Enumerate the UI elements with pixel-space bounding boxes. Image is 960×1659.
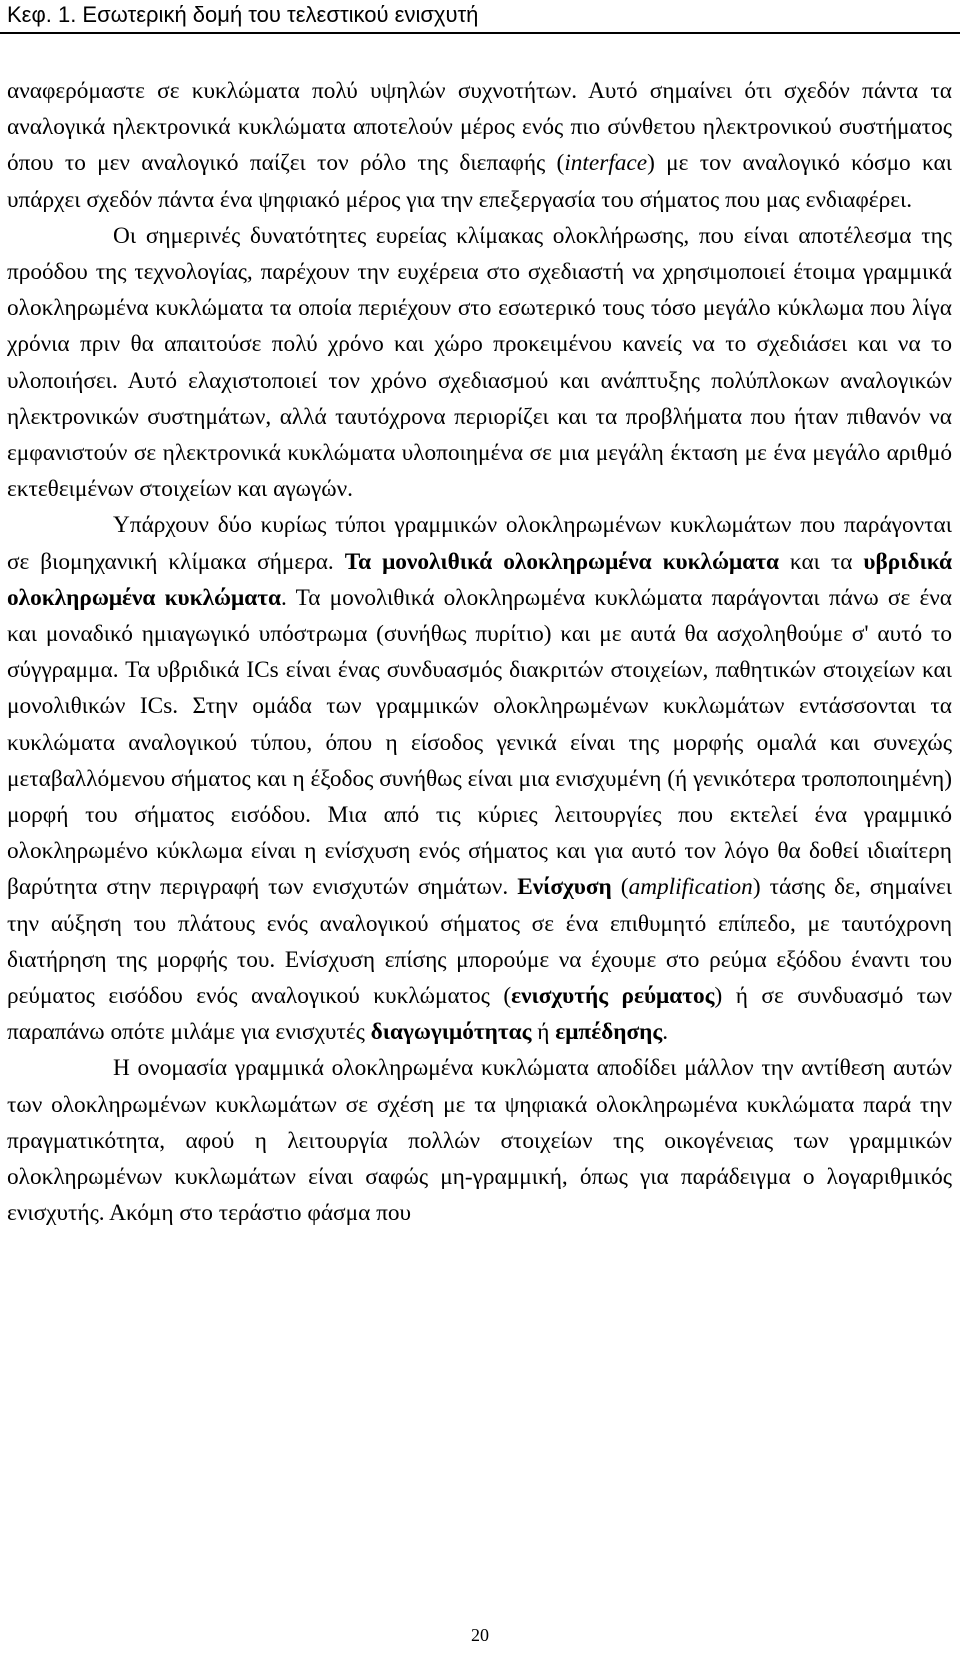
bold-term: Τα μονολιθικά ολοκληρωμένα κυκλώματα xyxy=(344,548,779,575)
paragraph-2: Οι σημερινές δυνατότητες ευρείας κλίμακας ολοκλήρωσης, που είναι αποτέλεσμα της προόδου της τεχνολογίας, παρέχουν την ευχέρεια στο σχεδιαστή να χρησιμοποιεί έτοιμα γραμμικά ολοκληρωμένα κυκλώματα τα οποία περιέχουν στο εσωτερικό τους τόσο μεγάλο κύκλωμα που λίγα χρόνια πριν θα απαιτούσε πολύ χρόνο και χώρο προκειμένου κανείς να το σχεδιάσει και να το υλοποιήσει. Αυτό ελαχιστοποιεί τον χρόνο σχεδιασμού και ανάπτυξης πολύπλοκων αναλογικών ηλεκτρονικών συστημάτων, αλλά ταυτόχρονα περιορίζει και τα προβλήματα που ήταν πιθανόν να εμφανιστούν σε ηλεκτρονικά κυκλώματα υλοποιημένα σε μια μεγάλη έκταση με ένα μεγάλο αριθμό εκτεθειμένων στοιχείων και αγωγών. xyxy=(7,222,952,503)
text-run: αναφερόμαστε σε κυκλώματα πολύ υψηλών συχνοτήτων. Αυτό σημαίνει ότι σχεδόν πάντα τα αναλογικά ηλεκτρονικά κυκλώματα αποτελούν μέρος ενός πιο σύνθετου ηλεκτρονικού συστήματος όπου το μεν αναλογικό παίζει τον ρόλο της διεπαφής ( xyxy=(7,78,952,177)
text-run: ( xyxy=(611,874,629,901)
page-number: 20 xyxy=(471,1625,489,1645)
italic-term: amplification xyxy=(628,874,753,901)
header-divider xyxy=(0,32,960,34)
text-run: ) τάσης δε, σημαίνει την αύξηση του πλάτους ενός αναλογικού σήματος σε ένα επιθυμητό επίπεδο, με ταυτόχρονη διατήρηση της μορφής του. Ενίσχυση επίσης μπορούμε να έχουμε στο ρεύμα εξόδου έναντι του ρεύματος εισόδου ενός αναλογικού κυκλώματος ( xyxy=(7,874,953,1010)
paragraph-1 xyxy=(7,73,952,218)
bold-term: υβριδικά ολοκληρωμένα κυκλώματα xyxy=(7,548,952,611)
text-run: ) ή σε συνδυασμό των παραπάνω οπότε μιλάμε για ενισχυτές xyxy=(7,983,952,1046)
bold-term: εμπέδησης xyxy=(555,1019,663,1046)
text-run: και τα xyxy=(778,548,864,575)
bold-term: Ενίσχυση xyxy=(517,874,612,901)
text-run: ή xyxy=(531,1019,556,1046)
bold-term: ενισχυτής ρεύματος xyxy=(511,983,715,1010)
bold-term: διαγωγιμότητας xyxy=(370,1019,532,1046)
chapter-header: Κεφ. 1. Εσωτερική δομή του τελεστικού ενισχυτή xyxy=(7,2,479,27)
text-run: ) με τον αναλογικό κόσμο και υπάρχει σχεδόν πάντα ένα ψηφιακό μέρος για την επεξεργασία του σήματος που μας ενδιαφέρει. xyxy=(7,150,952,213)
text-run: Υπάρχουν δύο κυρίως τύποι γραμμικών ολοκληρωμένων κυκλωμάτων που παράγονται σε βιομηχανική κλίμακα σήμερα. xyxy=(7,512,952,575)
italic-term: interface xyxy=(564,150,648,177)
text-run: . xyxy=(662,1019,669,1046)
paragraph-4: Η ονομασία γραμμικά ολοκληρωμένα κυκλώματα αποδίδει μάλλον την αντίθεση αυτών των ολοκληρωμένων κυκλωμάτων σε σχέση με τα ψηφιακά ολοκληρωμένα κυκλώματα παρά την πραγματικότητα, αφού η λειτουργία πολλών στοιχείων της οικογένειας των γραμμικών ολοκληρωμένων κυκλωμάτων είναι σαφώς μη-γραμμική, όπως για παράδειγμα ο λογαριθμικός ενισχυτής. Ακόμη στο τεράστιο φάσμα που xyxy=(7,1055,952,1227)
paragraph-3 xyxy=(7,507,952,1050)
document-body xyxy=(7,73,952,1232)
text-run: . Τα μονολιθικά ολοκληρωμένα κυκλώματα παράγονται πάνω σε ένα και μοναδικό ημιαγωγικό υπόστρωμα (συνήθως πυρίτιο) και με αυτά θα ασχοληθούμε σ' αυτό το σύγγραμμα. Τα υβριδικά ICs είναι ένας συνδυασμός διακριτών στοιχείων, παθητικών στοιχείων και μονολιθικών ICs. Στην ομάδα των γραμμικών ολοκληρωμένων κυκλωμάτων εντάσσονται τα κυκλώματα αναλογικού τύπου, όπου η είσοδος γενικά είναι της μορφής ομαλά και συνεχώς μεταβαλλόμενου σήματος και η έξοδος συνήθως είναι μια ενισχυμένη (ή γενικότερα τροποποιημένη) μορφή του σήματος εισόδου. Μια από τις κύριες λειτουργίες που εκτελεί ένα γραμμικό ολοκληρωμένο κύκλωμα είναι η ενίσχυση ενός σήματος και για αυτό τον λόγο θα δοθεί ιδιαίτερη βαρύτητα στην περιγραφή των ενισχυτών σημάτων. xyxy=(7,584,952,901)
